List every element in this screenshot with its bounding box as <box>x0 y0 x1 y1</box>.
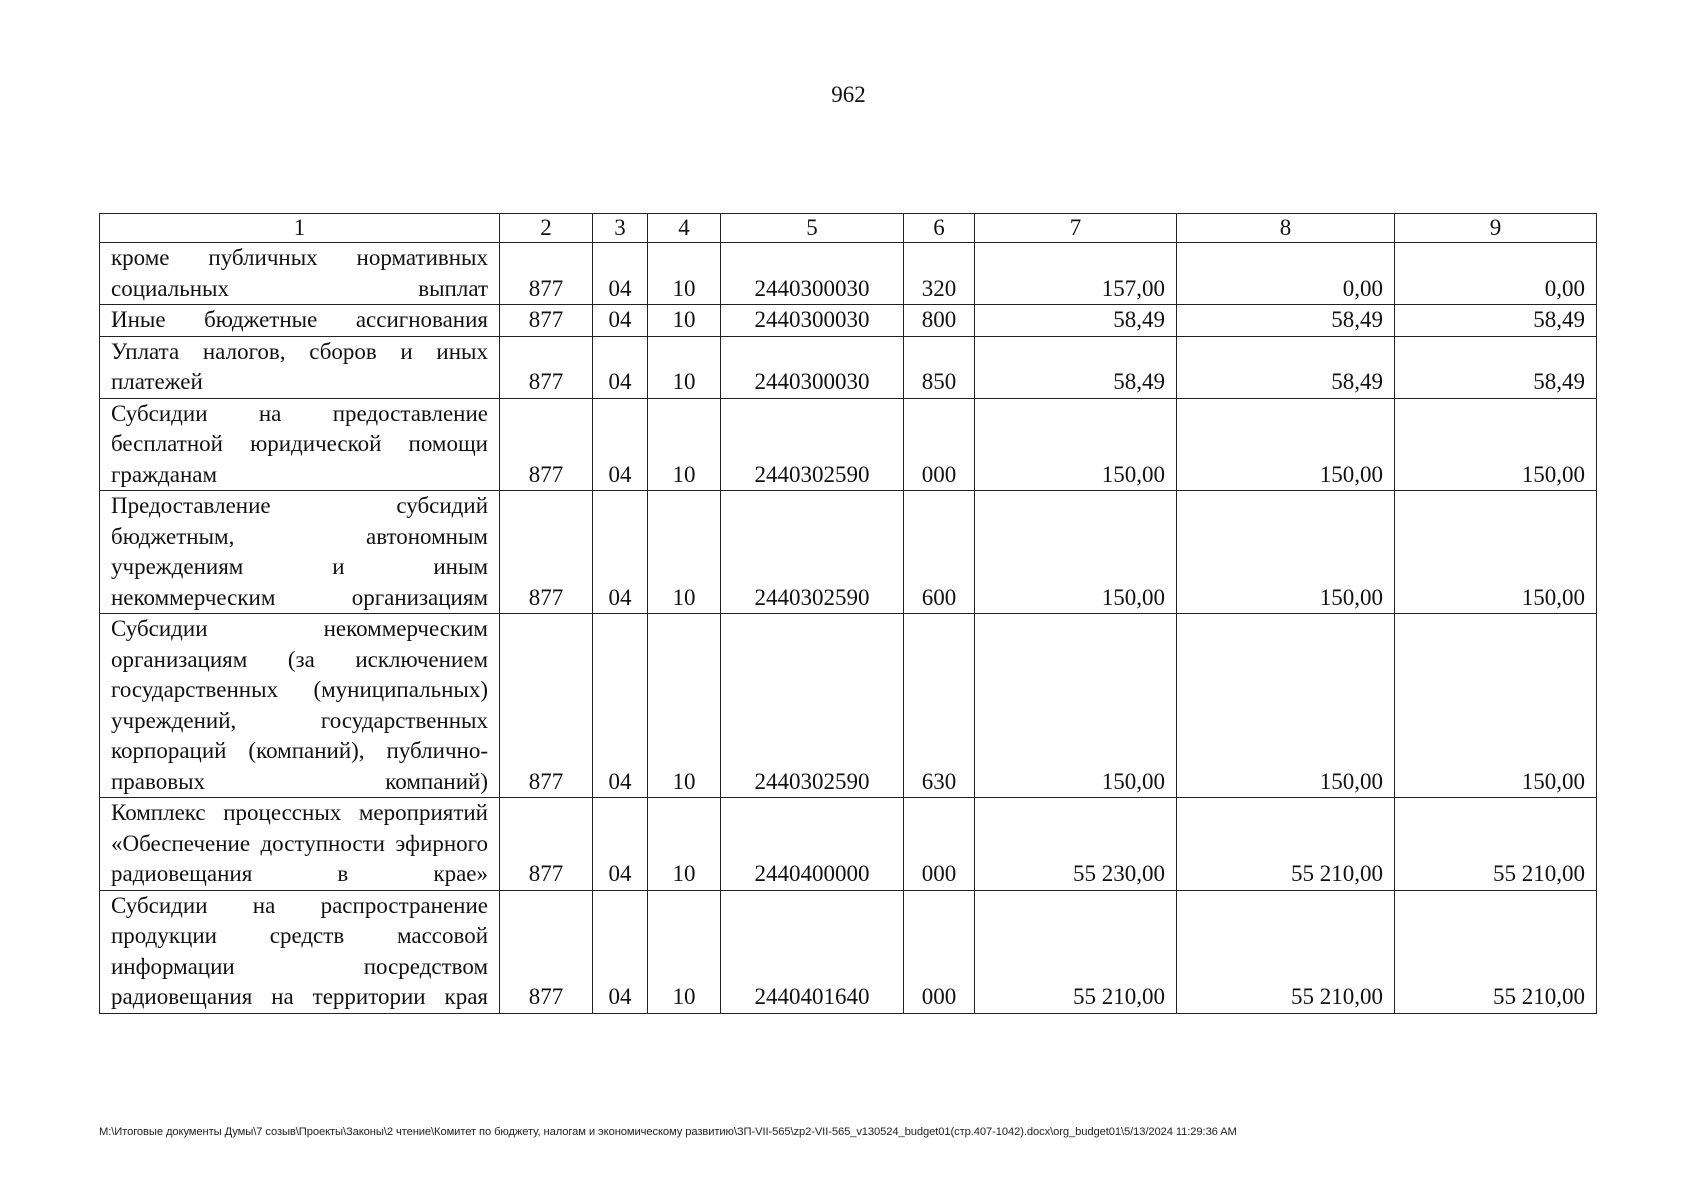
budget-table <box>99 213 1597 1014</box>
row-col5-cell: 2440400000 <box>721 798 904 891</box>
row-col2-cell: 877 <box>500 491 593 614</box>
row-col9-cell: 150,00 <box>1395 614 1597 798</box>
row-col9-cell: 58,49 <box>1395 336 1597 398</box>
row-col4-cell: 10 <box>648 491 721 614</box>
row-col7-cell: 58,49 <box>975 305 1177 337</box>
row-col2-cell: 877 <box>500 336 593 398</box>
row-col4-cell: 10 <box>648 890 721 1013</box>
row-col9-cell: 58,49 <box>1395 305 1597 337</box>
row-col8-cell: 150,00 <box>1177 614 1395 798</box>
row-col3-cell: 04 <box>593 491 648 614</box>
row-name-cell: кроме публичных нормативных социальных выплат <box>100 243 500 305</box>
row-col6-cell: 600 <box>904 491 975 614</box>
row-col5-cell: 2440300030 <box>721 243 904 305</box>
row-col6-cell: 320 <box>904 243 975 305</box>
row-col2-cell: 877 <box>500 305 593 337</box>
row-col8-cell: 0,00 <box>1177 243 1395 305</box>
row-col3-cell: 04 <box>593 398 648 491</box>
row-col9-cell: 0,00 <box>1395 243 1597 305</box>
row-col5-cell: 2440401640 <box>721 890 904 1013</box>
header-cell: 1 <box>100 214 500 243</box>
table-row <box>100 398 1597 491</box>
row-col6-cell: 000 <box>904 798 975 891</box>
header-cell: 3 <box>593 214 648 243</box>
row-col2-cell: 877 <box>500 243 593 305</box>
row-name-cell: Субсидии некоммерческим организациям (за исключением государственных (муниципальных) учреждений, государственных корпораций (компаний), публично-правовых компаний) <box>100 614 500 798</box>
row-col8-cell: 150,00 <box>1177 491 1395 614</box>
row-col8-cell: 58,49 <box>1177 336 1395 398</box>
row-col4-cell: 10 <box>648 614 721 798</box>
row-col4-cell: 10 <box>648 305 721 337</box>
row-col8-cell: 150,00 <box>1177 398 1395 491</box>
row-col5-cell: 2440302590 <box>721 491 904 614</box>
row-col6-cell: 000 <box>904 398 975 491</box>
row-col9-cell: 150,00 <box>1395 398 1597 491</box>
row-col2-cell: 877 <box>500 614 593 798</box>
page-number: 962 <box>831 82 866 107</box>
row-col6-cell: 850 <box>904 336 975 398</box>
row-col7-cell: 55 230,00 <box>975 798 1177 891</box>
row-col3-cell: 04 <box>593 336 648 398</box>
header-cell: 8 <box>1177 214 1395 243</box>
row-col2-cell: 877 <box>500 398 593 491</box>
row-col5-cell: 2440302590 <box>721 398 904 491</box>
row-col3-cell: 04 <box>593 798 648 891</box>
row-col6-cell: 800 <box>904 305 975 337</box>
header-cell: 4 <box>648 214 721 243</box>
row-col9-cell: 55 210,00 <box>1395 798 1597 891</box>
row-col3-cell: 04 <box>593 614 648 798</box>
table-row <box>100 798 1597 891</box>
row-name-cell: Комплекс процессных мероприятий «Обеспечение доступности эфирного радиовещания в крае» <box>100 798 500 891</box>
table-row <box>100 614 1597 798</box>
table-row <box>100 890 1597 1013</box>
row-col7-cell: 150,00 <box>975 614 1177 798</box>
row-col5-cell: 2440300030 <box>721 305 904 337</box>
row-col3-cell: 04 <box>593 890 648 1013</box>
row-col2-cell: 877 <box>500 798 593 891</box>
file-path-footer: M:\Итоговые документы Думы\7 созыв\Проекты\Законы\2 чтение\Комитет по бюджету, налогам и экономическому развитию\ЗП-VII-565\zp2-VII-565_v130524_budget01(стр.407-1042).docx\org_budget01\5/13/2024 11:29:36 AM <box>99 1126 1237 1138</box>
row-col4-cell: 10 <box>648 243 721 305</box>
table-row <box>100 491 1597 614</box>
row-name-cell: Предоставление субсидий бюджетным, автономным учреждениям и иным некоммерческим организациям <box>100 491 500 614</box>
table-row <box>100 336 1597 398</box>
row-col7-cell: 157,00 <box>975 243 1177 305</box>
row-col7-cell: 150,00 <box>975 398 1177 491</box>
row-col9-cell: 150,00 <box>1395 491 1597 614</box>
table-row <box>100 243 1597 305</box>
header-cell: 6 <box>904 214 975 243</box>
header-cell: 2 <box>500 214 593 243</box>
row-col3-cell: 04 <box>593 305 648 337</box>
row-col7-cell: 58,49 <box>975 336 1177 398</box>
row-col7-cell: 55 210,00 <box>975 890 1177 1013</box>
row-col4-cell: 10 <box>648 398 721 491</box>
row-col7-cell: 150,00 <box>975 491 1177 614</box>
row-name-cell: Уплата налогов, сборов и иных платежей <box>100 336 500 398</box>
row-name-cell: Субсидии на предоставление бесплатной юридической помощи гражданам <box>100 398 500 491</box>
row-col8-cell: 58,49 <box>1177 305 1395 337</box>
table-header-row <box>100 214 1597 243</box>
table-row <box>100 305 1597 337</box>
row-col5-cell: 2440302590 <box>721 614 904 798</box>
row-col2-cell: 877 <box>500 890 593 1013</box>
row-col6-cell: 000 <box>904 890 975 1013</box>
row-col8-cell: 55 210,00 <box>1177 798 1395 891</box>
row-col9-cell: 55 210,00 <box>1395 890 1597 1013</box>
header-cell: 7 <box>975 214 1177 243</box>
header-cell: 5 <box>721 214 904 243</box>
row-col5-cell: 2440300030 <box>721 336 904 398</box>
row-col6-cell: 630 <box>904 614 975 798</box>
header-cell: 9 <box>1395 214 1597 243</box>
row-col4-cell: 10 <box>648 336 721 398</box>
row-col3-cell: 04 <box>593 243 648 305</box>
row-col4-cell: 10 <box>648 798 721 891</box>
row-name-cell: Иные бюджетные ассигнования <box>100 305 500 337</box>
row-name-cell: Субсидии на распространение продукции средств массовой информации посредством радиовещания на территории края <box>100 890 500 1013</box>
row-col8-cell: 55 210,00 <box>1177 890 1395 1013</box>
